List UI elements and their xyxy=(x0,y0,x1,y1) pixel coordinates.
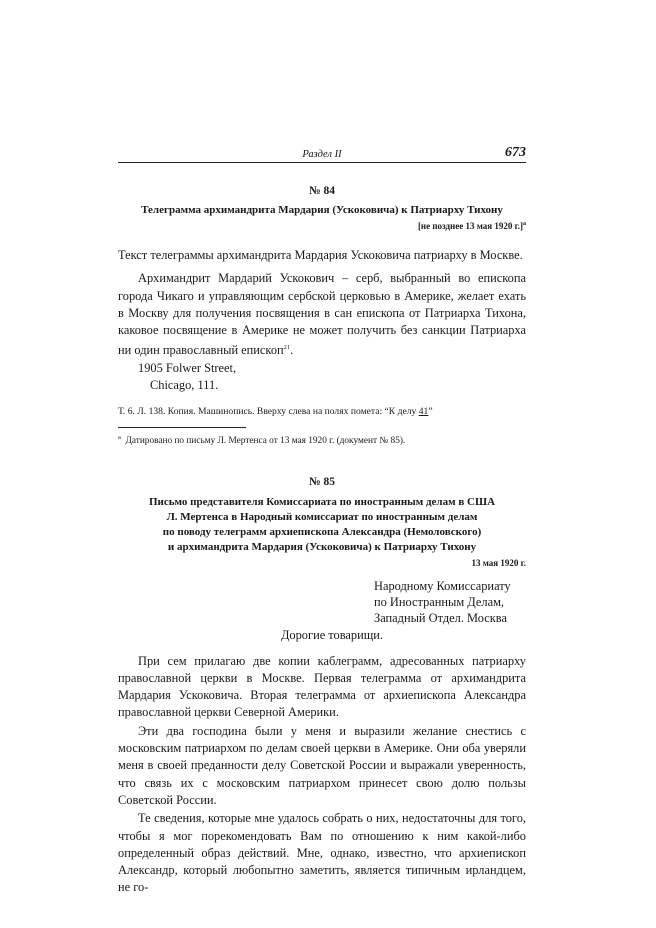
doc85-paragraph: Те сведения, которые мне удалось собрать о них, недостаточны для того, чтобы я мог порекомендовать Вам по отношению к ним какой-либо определенный образ действий. Мне, однако, известно, что архиепископ Александр, который любопытно заметить, является типичным ирландцем, не го- xyxy=(118,811,526,895)
doc84-body-note: 21 xyxy=(283,344,291,352)
doc84-number: № 84 xyxy=(309,185,335,197)
doc85-address: Народному Комиссариату по Иностранным Делам, Западный Отдел. Москва xyxy=(374,578,511,625)
section-title: Раздел II xyxy=(302,149,342,160)
doc85-paragraph: Эти два господина были у меня и выразили желание снестись с московским патриархом по делам своей церкви в Америке. Они оба уверяли меня в своей преданности делу Советской России и выражали уверенность, что связь их с московским патриархом принесет свою долю пользы Советской России. xyxy=(118,723,526,807)
doc84-address-line-1: 1905 Folwer Street, xyxy=(138,360,237,375)
doc84-title: Телеграмма архимандрита Мардария (Ускоковича) к Патриарху Тихону xyxy=(141,204,503,216)
page-number: 673 xyxy=(505,145,526,160)
doc84-date: [не позднее 13 мая 1920 г.]$^a$ xyxy=(417,221,526,231)
doc85-greeting: Дорогие товарищи. xyxy=(280,627,384,642)
archival-ref: 41 xyxy=(418,405,429,417)
doc85-paragraph: При сем прилагаю две копии каблеграмм, адресованных патриарху православной церкви в Москве. Первая телеграмма от архимандрита Мардария Ускоковича. Вторая телеграмма от архиепископа Александра православной церкви Северной Америки. xyxy=(118,653,526,720)
doc84-footnote: $^a$ Датировано по письму Л. Мертенса от 13 мая 1920 г. (документ № 85). xyxy=(118,433,406,446)
doc84-intro: Текст телеграммы архимандрита Мардария Ускоковича патриарху в Москве. xyxy=(118,248,523,262)
doc85-date: 13 мая 1920 г. xyxy=(471,557,526,568)
doc84-archival-note: Т. 6. Л. 138. Копия. Машинопись. Вверху слева на полях помета: “К делу 41” xyxy=(118,405,433,417)
running-header xyxy=(118,140,526,162)
document-page xyxy=(118,140,526,897)
doc84-address-line-2: Chicago, 111. xyxy=(150,378,219,393)
doc85-title: Письмо представителя Комиссариата по иностранным делам в США Л. Мертенса в Народный комиссариат по иностранным делам по поводу телеграмм архиепископа Александра (Немоловского) и архимандрита Мардария (Ускоковича) к Патриарху Тихону xyxy=(148,495,496,553)
doc85-number: № 85 xyxy=(309,475,335,488)
doc84-body: Архимандрит Мардарий Ускокович – серб, выбранный во епископа города Чикаго и управляющим сербской церковью в Америке, желает ехать в Москву для получения посвящения в сан епископа от Патриарха Тихона, каковое посвящение в Америке не может получить без санкции Патриарха ни один православный епископ$^{21}$. xyxy=(118,271,526,358)
doc84-date-mark: a xyxy=(523,221,526,227)
